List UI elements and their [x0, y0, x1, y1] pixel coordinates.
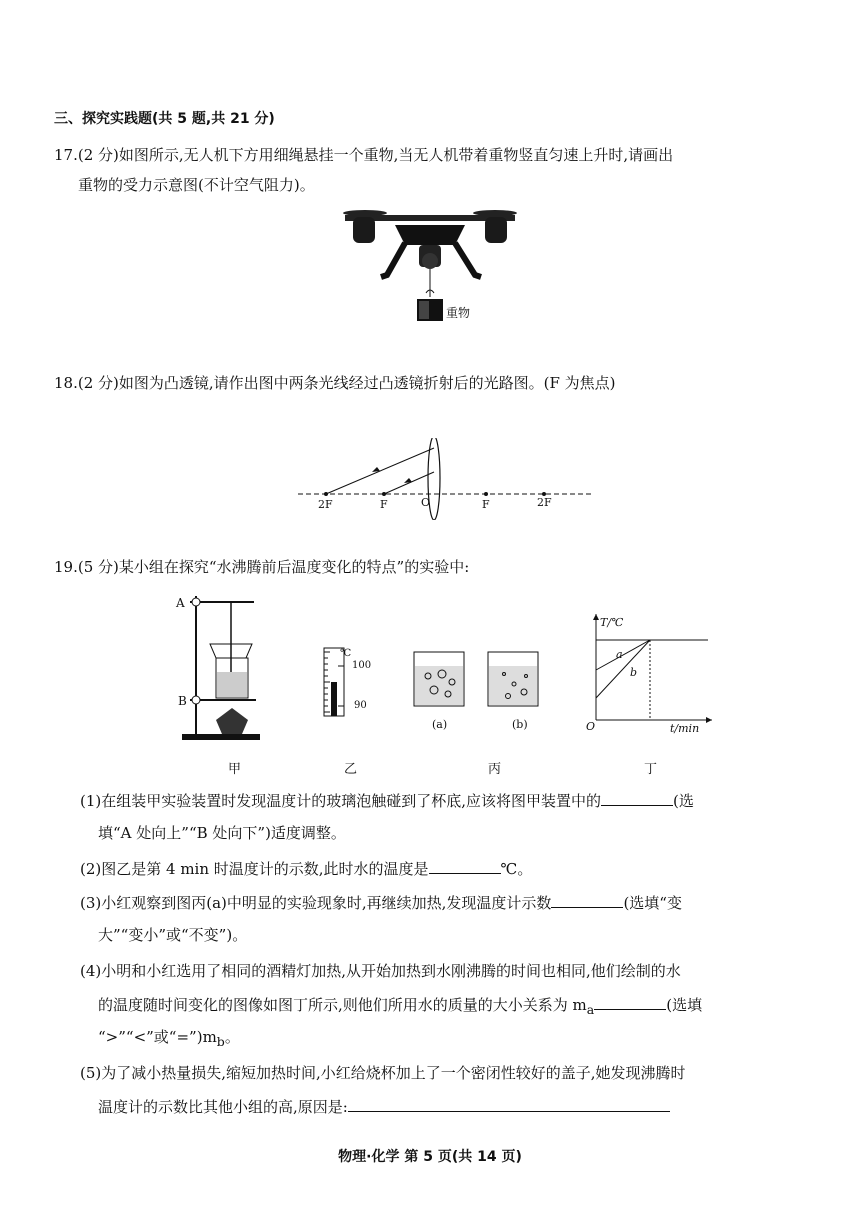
lens-figure	[298, 438, 598, 520]
fig-name-jia: 甲	[228, 762, 242, 777]
drone-body	[395, 225, 465, 245]
label-b: B	[178, 694, 187, 708]
section-title: 三、探究实践题(共 5 题,共 21 分)	[54, 111, 275, 127]
mercury-column	[331, 682, 337, 716]
q19-p5-line1: (5)为了减小热量损失,缩短加热时间,小红给烧杯加上了一个密闭性较好的盖子,她发现沸腾时	[80, 1064, 686, 1082]
fig-jia-apparatus	[176, 592, 276, 744]
label-2f-right: 2F	[537, 496, 552, 509]
q17-text-line2: 重物的受力示意图(不计空气阻力)。	[78, 176, 315, 194]
answer-blank-2[interactable]	[429, 857, 501, 874]
drone-figure	[325, 205, 535, 325]
bing-b-label: (b)	[512, 718, 528, 731]
answer-blank-1[interactable]	[601, 789, 673, 806]
label-f-right: F	[482, 498, 490, 511]
drone-leg-left	[381, 243, 405, 277]
answer-blank-5[interactable]	[348, 1095, 670, 1112]
bing-a-label: (a)	[432, 718, 448, 731]
fig-name-bing: 丙	[488, 762, 502, 777]
fig-bing-beakers	[408, 648, 548, 710]
q19-p4-line2: 的温度随时间变化的图像如图丁所示,则他们所用水的质量的大小关系为 $m_a$ (选填	[98, 990, 818, 1025]
answer-blank-4[interactable]	[594, 993, 666, 1010]
ding-a-label: a	[616, 648, 623, 661]
page-footer: 物理·化学 第 5 页(共 14 页)	[338, 1149, 522, 1165]
yi-100: 100	[352, 660, 372, 671]
ding-y-label: T/℃	[600, 616, 624, 629]
propeller-left	[343, 210, 387, 216]
q19-p3-line2: 大”“变小”或“不变”)。	[98, 926, 248, 944]
q19-p1-line1: (1)在组装甲实验装置时发现温度计的玻璃泡触碰到了杯底,应该将图甲装置中的 (选	[80, 786, 820, 816]
label-o: O	[421, 496, 431, 509]
ray-2	[384, 472, 434, 494]
motor-right	[485, 217, 507, 243]
q19-p3-line1: (3)小红观察到图丙(a)中明显的实验现象时,再继续加热,发现温度计示数 (选填“变	[80, 888, 820, 918]
q19-p4-line1: (4)小明和小红选用了相同的酒精灯加热,从开始加热到水刚沸腾的时间也相同,他们绘制的水	[80, 962, 681, 980]
q19-p1-line2: 填“A 处向上”“B 处向下”)适度调整。	[98, 824, 346, 842]
fig-name-yi: 乙	[344, 762, 358, 777]
motor-left	[353, 217, 375, 243]
alcohol-lamp	[216, 708, 248, 734]
drone-leg-right	[455, 243, 481, 277]
label-f-left: F	[380, 498, 388, 511]
stand-base	[182, 734, 260, 740]
line-a	[596, 640, 650, 670]
q19-intro: 19.(5 分)某小组在探究“水沸腾前后温度变化的特点”的实验中:	[54, 558, 470, 576]
line-b	[596, 640, 650, 698]
ding-origin: O	[586, 720, 596, 733]
ding-x-label: t/min	[670, 722, 700, 735]
ding-b-label: b	[630, 666, 638, 679]
weight-label: 重物	[446, 306, 471, 320]
fig-name-ding: 丁	[644, 762, 658, 777]
q19-p2: (2)图乙是第 4 min 时温度计的示数,此时水的温度是 ℃。	[80, 854, 532, 884]
q19-p4-line3: “>”“<”或“$=”)m_b$。	[98, 1028, 240, 1049]
label-a: A	[176, 596, 185, 610]
label-2f-left: 2F	[318, 498, 333, 511]
q18-text: 18.(2 分)如图为凸透镜,请作出图中两条光线经过凸透镜折射后的光路图。(F 为焦点)	[54, 374, 616, 392]
drone-camera	[422, 253, 438, 269]
answer-blank-3[interactable]	[551, 891, 623, 908]
q19-p5-line2: 温度计的示数比其他小组的高,原因是:	[98, 1092, 670, 1122]
yi-unit: ℃	[340, 648, 352, 659]
yi-90: 90	[354, 700, 367, 711]
q17-text-line1: 17.(2 分)如图所示,无人机下方用细绳悬挂一个重物,当无人机带着重物竖直匀速上升时,请画出	[54, 146, 674, 164]
propeller-right	[473, 210, 517, 216]
